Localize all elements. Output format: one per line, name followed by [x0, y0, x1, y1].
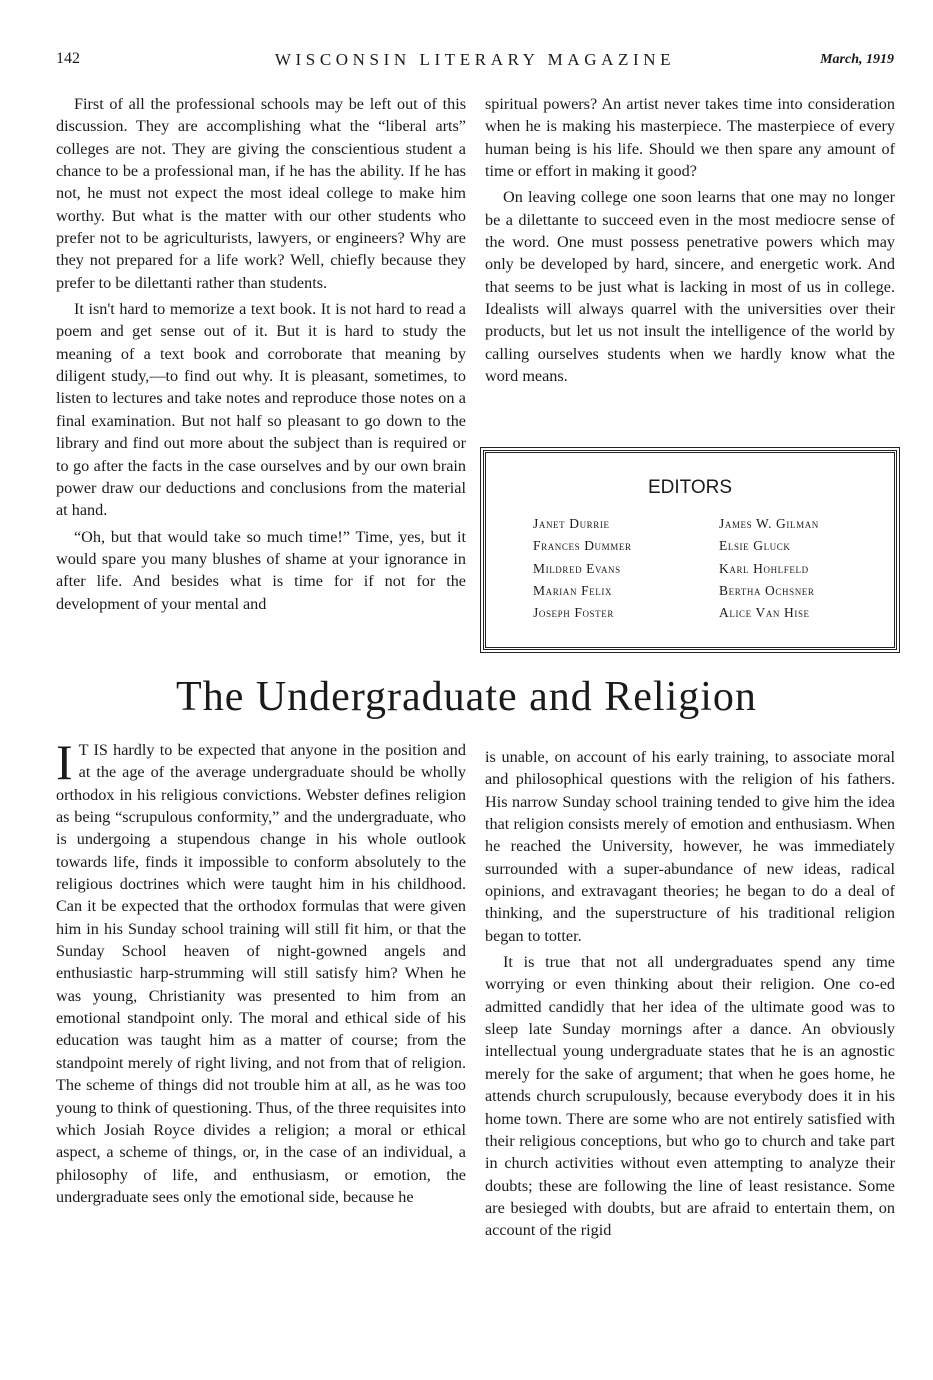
article-column-1: [56, 734, 466, 1208]
drop-cap: I: [56, 734, 73, 790]
editor-name: Frances Dummer: [533, 538, 632, 554]
editor-name: Elsie Gluck: [719, 538, 791, 554]
previous-article-column-2: [485, 93, 895, 387]
issue-date: March, 1919: [820, 52, 894, 67]
editor-name: Karl Hohlfeld: [719, 560, 809, 576]
paragraph: It is true that not all undergraduates spend any time worrying or even thinking about their religion. One co-ed admitted candidly that her idea of the ultimate good was to sleep late Sunday mornings after a dance. An obviously intellectual young undergraduate states that he is an agnostic merely for the sake of argument; that when he goes home, he attends church scrupulously, because everybody does it in his home town. There are some who are not entirely satisfied with their religious conceptions, but who go to church and take part in church activities without even attempting to analyze their doubts; these are following the line of least resistance. Some are besieged with doubts, but are afraid to entertain them, on account of the rigid: [485, 953, 895, 1240]
editor-name: Mildred Evans: [533, 560, 621, 576]
paragraph: On leaving college one soon learns that one may no longer be a dilettante to succeed even in the most mediocre sense of the word. One must possess penetrative powers which may only be developed by hard, sincere, and energetic work. And that seems to be just what is lacking in most of us in college. Idealists will always quarrel with the universities over their products, but let us not insult the intelligence of the world by calling ourselves students when we hardly know what the word means.: [485, 188, 895, 386]
editors-title: EDITORS: [647, 477, 733, 498]
magazine-title: WISCONSIN LITERARY MAGAZINE: [274, 50, 676, 69]
paragraph: [56, 734, 466, 1208]
article-title: The Undergraduate and Religion: [176, 674, 757, 720]
previous-article-column-1: [56, 93, 466, 615]
editors-list-left: [533, 513, 632, 624]
paragraph: spiritual powers? An artist never takes time into consideration when he is making his masterpiece. The masterpiece of every human being is his life. Should we then spare any amount of time or effort in making it good?: [485, 95, 895, 181]
editor-name: James W. Gilman: [719, 516, 819, 531]
page-header: [56, 50, 894, 76]
paragraph: is unable, on account of his early training, to associate moral and philosophical questions with the religion of his fathers. His narrow Sunday school training tended to give him the idea that religion consists merely of emotion and enthusiasm. When he reached the University, however, he was immediately surrounded with a super-abundance of new ideas, radical opinions, and extravagant theories; he began to do a deal of thinking, and the superstructure of his traditional religion began to totter.: [485, 748, 895, 945]
editor-name: Janet Durrie: [533, 516, 610, 531]
editor-name: Alice Van Hise: [719, 605, 810, 621]
editors-list-right: [719, 513, 819, 624]
paragraph: “Oh, but that would take so much time!” Time, yes, but it would spare you many blushes of shame at your ignorance in after life. And besides what is time for if not for the development of your mental and: [56, 527, 466, 613]
page-number: 142: [56, 50, 80, 67]
paragraph-text: T IS hardly to be expected that anyone in the position and at the age of the average undergraduate should be wholly orthodox in his religious convictions. Webster defines religion as being “scrupulous conformity,” and the undergraduate, who is undergoing a stupendous change in his whole outlook towards life, finds it impossible to conform absolutely to the religious doctrines which were taught him in his childhood. Can it be expected that the orthodox formulas that were given him in his Sunday school training will still fit him, or that the Sunday School heaven of night-gowned angels and enthusiastic harp-strumming will still satisfy him? When he was young, Christianity was presented to him from an emotional standpoint only. The moral and ethical side of his education was taught him as a matter of course; from the standpoint merely of right living, and not from that of religion. The scheme of things did not trouble him at all, as he was too young to think of questioning. Thus, of the three requisites into which Josiah Royce divides a religion; a moral or ethical aspect, a scheme of things, or, in the case of an individual, a philosophy of life, and enthusiasm, or emotion, the undergraduate sees only the emotional side, because he: [56, 741, 466, 1206]
article-column-2: [485, 746, 895, 1242]
editors-box: [483, 450, 897, 650]
paragraph: First of all the professional schools may be left out of this discussion. They are accomplishing what the “liberal arts” colleges are not. They are giving the conscientious student a chance to be a professional man, if he has the ability. If he has not, he must not expect the most ideal college to make him worthy. But what is the matter with our other students who prefer not to be agriculturists, lawyers, or engineers? Why are they not prepared for a life work? Well, chiefly because they prefer to be dilettanti rather than students.: [56, 95, 466, 292]
editor-name: Bertha Ochsner: [719, 582, 815, 598]
paragraph: It isn't hard to memorize a text book. It is not hard to read a poem and get sense out of it. But it is hard to study the meaning of a text book and corroborate that meaning by diligent study,—to find out why. It is pleasant, sometimes, to listen to lectures and take notes and reproduce those notes on a final examination. But not half so pleasant to go down to the library and find out more about the subject than is required or to go after the facts in the case ourselves and by our own brain power draw our deductions and conclusions from the material at hand.: [56, 300, 466, 520]
editor-name: Marian Felix: [533, 582, 613, 598]
editor-name: Joseph Foster: [533, 605, 614, 621]
